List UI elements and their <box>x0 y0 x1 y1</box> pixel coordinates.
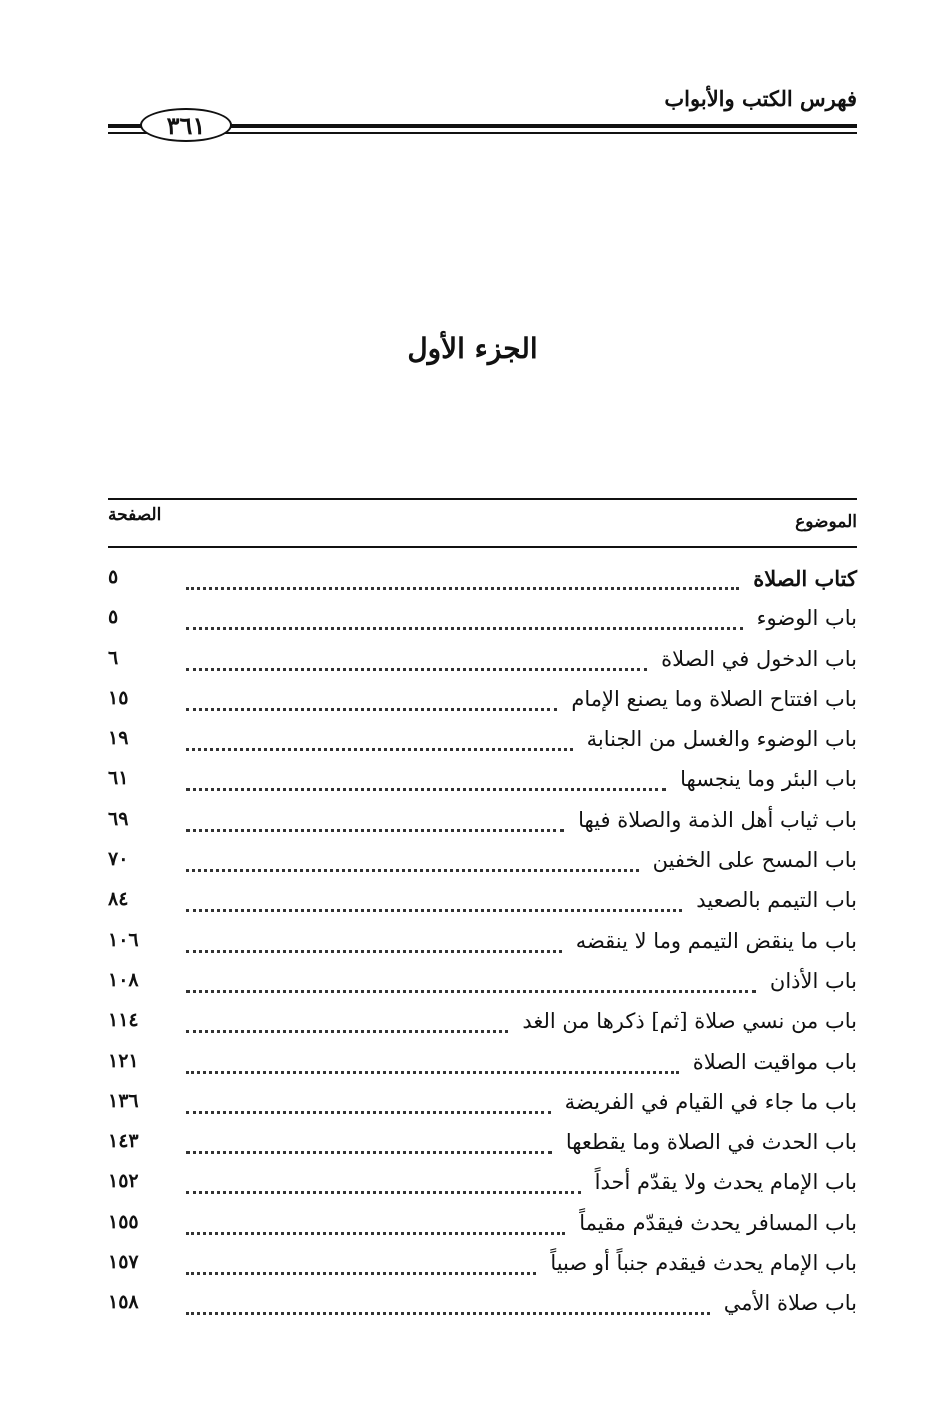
toc-entry-title: باب صلاة الأمي <box>723 1291 857 1316</box>
volume-title: الجزء الأول <box>407 332 538 365</box>
table-header-rule <box>108 546 857 548</box>
toc-entry-title: باب مواقيت الصلاة <box>692 1049 857 1074</box>
dot-leader <box>186 1100 551 1114</box>
toc-entry-page: ١٠٦ <box>108 928 139 951</box>
toc-entry-title: باب افتتاح الصلاة وما يصنع الإمام <box>571 686 857 711</box>
toc-entry <box>108 888 857 928</box>
dot-leader <box>186 697 557 711</box>
toc-entry <box>108 1211 857 1251</box>
toc-entry <box>108 1130 857 1170</box>
toc-entry-title: باب ثياب أهل الذمة والصلاة فيها <box>578 807 857 832</box>
toc-entry-title: باب الوضوء <box>756 606 857 631</box>
toc-entry-title: باب الدخول في الصلاة <box>661 646 857 671</box>
toc-entry <box>108 647 857 687</box>
toc-entry <box>108 929 857 969</box>
toc-entry-page: ١٢١ <box>108 1049 139 1072</box>
toc-entry-title: كتاب الصلاة <box>753 566 857 591</box>
toc-entry-page: ٥ <box>108 566 119 588</box>
toc-entry <box>108 1251 857 1291</box>
dot-leader <box>186 1180 581 1194</box>
dot-leader <box>186 616 743 630</box>
dot-leader <box>186 737 573 751</box>
table-top-rule <box>108 498 857 500</box>
dot-leader <box>186 657 647 671</box>
toc-entry-page: ١٠٨ <box>108 968 139 991</box>
toc-entry <box>108 1291 857 1331</box>
toc-entry-title: باب الحدث في الصلاة وما يقطعها <box>565 1130 857 1155</box>
toc-entry-page: ٦١ <box>108 767 129 790</box>
dot-leader <box>186 1221 565 1235</box>
toc-entry <box>108 566 857 606</box>
toc-entry-title: باب الأذان <box>769 968 857 993</box>
toc-entry <box>108 1050 857 1090</box>
toc-entry <box>108 969 857 1009</box>
toc-entry <box>108 767 857 807</box>
toc-entry-page: ١٩ <box>108 727 129 750</box>
toc-entry-page: ١٥٧ <box>108 1251 139 1274</box>
toc-entry-title: باب الإمام يحدث فيقدم جنباً أو صبياً <box>550 1251 857 1276</box>
toc-entry-page: ١١٤ <box>108 1009 139 1032</box>
dot-leader <box>186 939 562 953</box>
toc-entry-title: باب من نسي صلاة [ثم] ذكرها من الغد <box>522 1009 857 1034</box>
dot-leader <box>186 777 666 791</box>
dot-leader <box>186 1261 536 1275</box>
toc-entry-page: ٨٤ <box>108 888 129 911</box>
toc-entry <box>108 1090 857 1130</box>
dot-leader <box>186 1019 508 1033</box>
toc-entry <box>108 848 857 888</box>
toc-entry-title: باب المسافر يحدث فيقدّم مقيماً <box>579 1210 857 1235</box>
toc-entry <box>108 687 857 727</box>
toc-entry-title: باب ما ينقض التيمم وما لا ينقضه <box>575 928 857 953</box>
toc-entry <box>108 808 857 848</box>
toc-entry-page: ٥ <box>108 606 119 629</box>
toc-entry-page: ٦ <box>108 646 119 669</box>
toc-entry-title: باب الوضوء والغسل من الجنابة <box>586 727 857 752</box>
toc-entry <box>108 606 857 646</box>
dot-leader <box>186 818 564 832</box>
toc-entry-page: ١٥٨ <box>108 1291 139 1314</box>
dot-leader <box>186 1060 679 1074</box>
dot-leader <box>186 1140 552 1154</box>
toc-entry <box>108 727 857 767</box>
toc-entry-page: ٦٩ <box>108 807 129 830</box>
toc-entry-page: ١٤٣ <box>108 1130 139 1153</box>
dot-leader <box>186 1301 710 1315</box>
toc-entry-page: ١٣٦ <box>108 1089 139 1112</box>
column-header-topic: الموضوع <box>795 512 857 532</box>
toc-entry <box>108 1009 857 1049</box>
dot-leader <box>186 979 756 993</box>
column-header-page: الصفحة <box>108 505 162 525</box>
page-number: ٣٦١ <box>140 108 232 142</box>
toc-entry-page: ١٥ <box>108 686 129 709</box>
dot-leader <box>186 858 639 872</box>
dot-leader <box>186 576 739 590</box>
dot-leader <box>186 898 682 912</box>
toc-entry-title: باب ما جاء في القيام في الفريضة <box>564 1089 857 1114</box>
toc-entry <box>108 1170 857 1210</box>
toc-entry-title: باب المسح على الخفين <box>652 848 857 873</box>
toc-entry-page: ١٥٥ <box>108 1210 139 1233</box>
toc-list <box>108 566 857 1332</box>
running-header-title: فهرس الكتب والأبواب <box>664 86 857 111</box>
toc-entry-page: ١٥٢ <box>108 1170 139 1193</box>
toc-entry-page: ٧٠ <box>108 848 129 871</box>
toc-entry-title: باب البئر وما ينجسها <box>680 767 857 792</box>
toc-entry-title: باب الإمام يحدث ولا يقدّم أحداً <box>594 1170 857 1195</box>
toc-entry-title: باب التيمم بالصعيد <box>696 888 857 913</box>
